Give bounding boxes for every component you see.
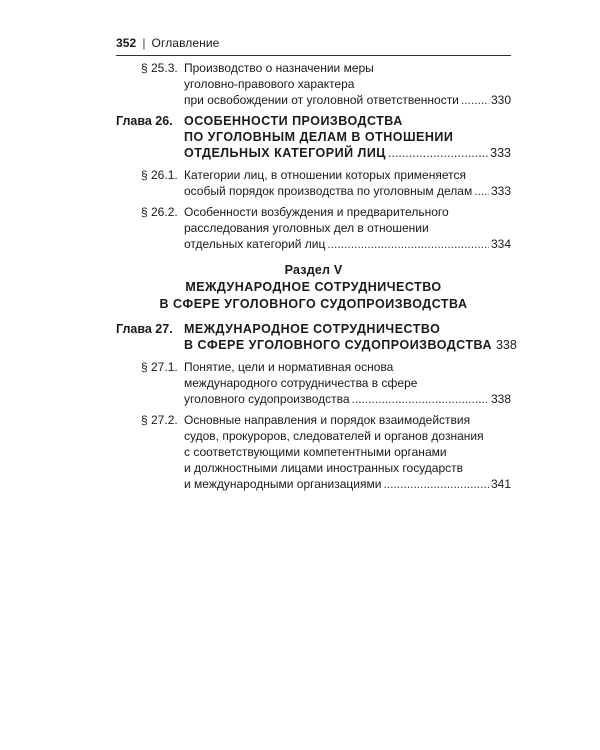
entry-line: особый порядок производства по уголовным делам: [184, 184, 473, 198]
dot-leader: [352, 391, 489, 407]
section-label: Раздел V: [284, 263, 343, 277]
entry-line: Понятие, цели и нормативная основа: [184, 360, 394, 374]
page-number: 352: [116, 36, 137, 50]
entry-line: и международными организациями: [184, 477, 382, 491]
table-of-contents: [116, 60, 517, 497]
entry-label: § 26.2.: [141, 205, 178, 219]
chapter-page: 333: [490, 146, 511, 160]
entry-page: 341: [490, 477, 511, 491]
entry-line: уголовного судопроизводства: [184, 392, 350, 406]
entry-label: § 27.1.: [141, 360, 178, 374]
entry-label: § 25.3.: [141, 61, 178, 75]
chapter-title-line: ПО УГОЛОВНЫМ ДЕЛАМ В ОТНОШЕНИИ: [184, 130, 454, 144]
chapter-label: Глава 26.: [116, 114, 173, 128]
dot-leader: [327, 236, 489, 252]
entry-line: Основные направления и порядок взаимодействия: [184, 413, 471, 427]
dot-leader: [383, 476, 489, 492]
toc-entry-27-2[interactable]: [116, 412, 511, 492]
toc-section-5[interactable]: [116, 262, 511, 313]
dot-leader: [388, 145, 488, 161]
entry-label: § 26.1.: [141, 168, 178, 182]
toc-entry-27-1[interactable]: [116, 359, 511, 407]
dot-leader: [461, 92, 489, 108]
dot-leader: [474, 183, 489, 199]
entry-line: Категории лиц, в отношении которых применяется: [184, 168, 466, 182]
entry-line: отдельных категорий лиц: [184, 237, 326, 251]
entry-page: 333: [490, 184, 511, 198]
entry-line: расследования уголовных дел в отношении: [184, 221, 429, 235]
entry-line: Производство о назначении меры: [184, 61, 374, 75]
section-title-line: МЕЖДУНАРОДНОЕ СОТРУДНИЧЕСТВО: [185, 280, 442, 294]
entry-line: судов, прокуроров, следователей и органов дознания: [184, 429, 484, 443]
toc-chapter-26[interactable]: [116, 113, 511, 161]
header-separator: |: [142, 36, 146, 50]
entry-page: 338: [490, 392, 511, 406]
toc-entry-26-2[interactable]: [116, 204, 511, 252]
entry-line: с соответствующими компетентными органами: [184, 445, 447, 459]
toc-chapter-27[interactable]: [116, 321, 517, 353]
entry-line: и должностными лицами иностранных государств: [184, 461, 464, 475]
chapter-label: Глава 27.: [116, 322, 173, 336]
chapter-title-line: МЕЖДУНАРОДНОЕ СОТРУДНИЧЕСТВО: [184, 322, 441, 336]
section-title-line: В СФЕРЕ УГОЛОВНОГО СУДОПРОИЗВОДСТВА: [159, 297, 468, 311]
entry-line: Особенности возбуждения и предварительного: [184, 205, 449, 219]
chapter-title-line: В СФЕРЕ УГОЛОВНОГО СУДОПРОИЗВОДСТВА: [184, 338, 492, 352]
header-rule: [116, 55, 511, 56]
entry-line: уголовно-правового характера: [184, 77, 355, 91]
entry-page: 334: [490, 237, 511, 251]
entry-line: при освобождении от уголовной ответственности: [184, 93, 459, 107]
toc-entry-26-1[interactable]: [116, 167, 511, 199]
header-title: Оглавление: [151, 36, 220, 50]
chapter-title-line: ОСОБЕННОСТИ ПРОИЗВОДСТВА: [184, 114, 403, 128]
entry-line: международного сотрудничества в сфере: [184, 376, 418, 390]
chapter-title-line: ОТДЕЛЬНЫХ КАТЕГОРИЙ ЛИЦ: [184, 146, 386, 160]
entry-label: § 27.2.: [141, 413, 178, 427]
entry-page: 330: [490, 93, 511, 107]
toc-entry-25-3[interactable]: [116, 60, 511, 108]
chapter-page: 338: [495, 338, 517, 352]
running-header: [116, 36, 516, 50]
